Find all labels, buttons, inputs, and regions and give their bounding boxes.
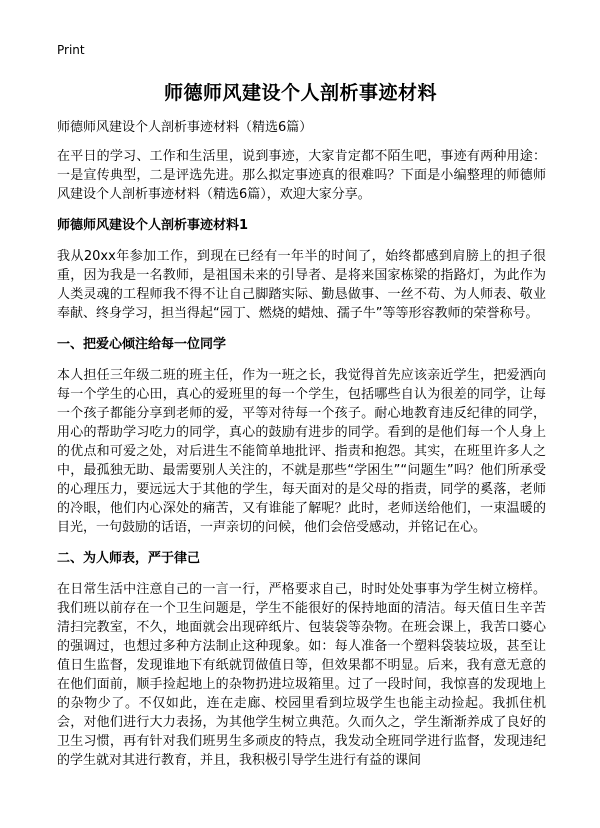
intro-paragraph: 在平日的学习、工作和生活里，说到事迹，大家肯定都不陌生吧，事迹有两种用途：一是宣传典型，二是评选先进。那么拟定事迹真的很难吗？下面是小编整理的师德师风建设个人剖析事迹材料（精选6篇），欢迎大家分享。 bbox=[57, 149, 546, 202]
article-heading: 师德师风建设个人剖析事迹材料1 bbox=[57, 218, 249, 233]
document-body bbox=[57, 118, 546, 782]
document-title: 师德师风建设个人剖析事迹材料 bbox=[163, 82, 437, 104]
document-subtitle: 师德师风建设个人剖析事迹材料（精选6篇） bbox=[57, 120, 313, 135]
section-heading-2: 二、为人师表，严于律己 bbox=[57, 551, 201, 566]
article-paragraph-1: 我从20xx年参加工作，到现在已经有一年半的时间了，始终都感到肩膀上的担子很重，因为我是一名教师，是祖国未来的引导者、是将来国家栋梁的指路灯，为此作为人类灵魂的工程师我不得不让自己脚踏实际、勤恳做事、一丝不苟、为人师表、敬业奉献、终身学习，担当得起“园丁、燃烧的蜡烛、孺子牛”等等形容教师的荣誉称号。 bbox=[57, 249, 546, 321]
print-link[interactable]: Print bbox=[57, 43, 85, 57]
article-paragraph-2: 本人担任三年级二班的班主任，作为一班之长，我觉得首先应该亲近学生，把爱洒向每一个学生的心田，真心的爱班里的每一个学生，包括哪些自认为很差的同学，让每一个孩子都能分享到老师的爱，平等对待每一个孩子。耐心地教育违反纪律的同学，用心的帮助学习吃力的同学，真心的鼓励有进步的同学。看到的是他们每一个人身上的优点和可爱之处，对后进生不能简单地批评、指责和抱怨。其实，在班里许多人之中，最孤独无助、最需要别人关注的，不就是那些“学困生”“问题生”吗？他们所承受的心理压力，要远远大于其他的学生，每天面对的是父母的指责，同学的奚落，老师的冷眼，他们内心深处的痛苦，又有谁能了解呢？此时，老师送给他们，一束温暖的目光，一句鼓励的话语，一声亲切的问候，他们会倍受感动，并铭记在心。 bbox=[57, 368, 546, 535]
article-paragraph-3: 在日常生活中注意自己的一言一行，严格要求自己，时时处处事事为学生树立榜样。我们班以前存在一个卫生问题是，学生不能很好的保持地面的清洁。每天值日生辛苦清扫完教室，不久，地面就会出现碎纸片、包装袋等杂物。在班会课上，我苦口婆心的强调过，也想过多种方法制止这种现象。如：每人准备一个塑料袋装垃圾，甚至让值日生监督，发现谁地下有纸就罚做值日等，但效果都不明显。后来，我有意无意的在他们面前，顺手捡起地上的杂物扔进垃圾箱里。过了一段时间，我惊喜的发现地上的杂物少了。不仅如此，连在走廊、校园里看到垃圾学生也能主动捡起。我抓住机会，对他们进行大力表扬，为其他学生树立典范。久而久之，学生渐渐养成了良好的卫生习惯，再有针对我们班男生多顽皮的特点，我发动全班同学进行监督，发现违纪的学生就对其进行教育，并且，我积极引导学生进行有益的课间 bbox=[57, 582, 546, 768]
section-heading-1: 一、把爱心倾注给每一位同学 bbox=[57, 337, 227, 352]
